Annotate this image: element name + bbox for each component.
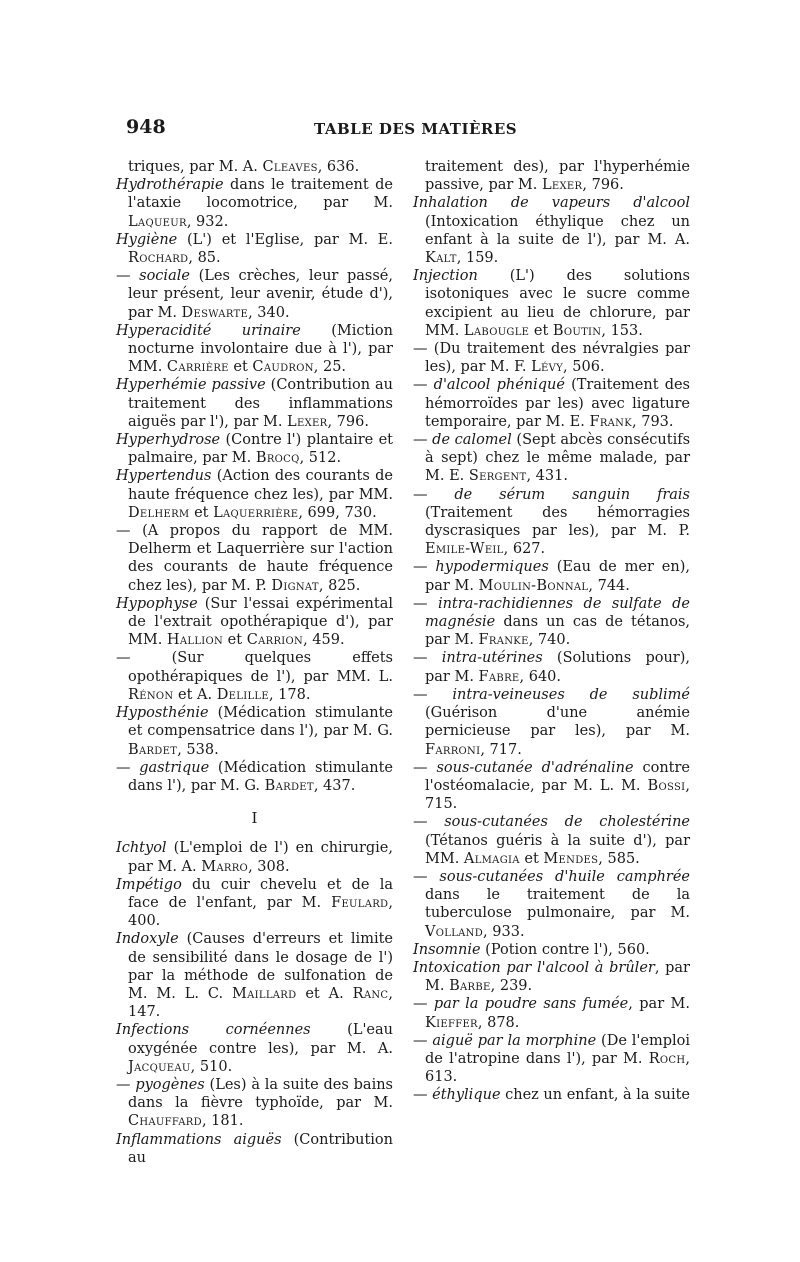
index-entry [116, 376, 393, 431]
entry-text: dans le traitement de l'ataxie locomotrice, par M. [128, 177, 393, 212]
entry-text: — [116, 1076, 136, 1093]
left-column [116, 158, 393, 1167]
entry-text: (Guérison d'une anémie pernicieuse par les), par M. [425, 705, 690, 740]
entry-text: , 437. [313, 777, 356, 794]
entry-text: (Action des courants de haute fréquence chez les), par MM. [128, 468, 393, 503]
entry-term: sous-cutanées d'huile camphrée [439, 868, 690, 885]
index-entry [413, 941, 690, 959]
entry-text: dans le traitement de la tuberculose pulmonaire, par M. [425, 887, 690, 922]
entry-term: Inhalation de vapeurs d'alcool [413, 195, 690, 212]
author-name: Cleaves [262, 159, 318, 175]
entry-term: Injection [413, 268, 478, 285]
author-name: Franke [478, 632, 529, 649]
entry-text: et [189, 504, 214, 521]
author-name: Lévy [531, 359, 564, 376]
entry-text: (L') des solutions isotoniques avec le sucre comme excipient au lieu de chlorure, par MM. [425, 268, 690, 339]
entry-text: — [413, 432, 433, 449]
index-entry [116, 431, 393, 467]
entry-text: — [413, 377, 434, 394]
index-entry [413, 1086, 690, 1104]
author-name: Lexer [541, 177, 583, 194]
author-name: Roch [648, 1050, 686, 1067]
entry-term: sociale [139, 268, 190, 285]
index-entry [413, 759, 690, 814]
author-name: Hallion [166, 632, 224, 649]
author-name: Dignat [271, 577, 319, 594]
entry-text: , 25. [313, 359, 347, 376]
entry-text: — [413, 559, 436, 576]
entry-text: — [116, 268, 140, 285]
entry-term: Hyposthénie [116, 705, 209, 722]
entry-text: , 506. [563, 359, 605, 376]
entry-text: , 878. [477, 1014, 520, 1031]
author-name: Carrière [166, 359, 229, 376]
index-entry [116, 595, 393, 650]
index-entry [116, 176, 393, 231]
index-entry [116, 930, 393, 1021]
author-name: Marro [201, 858, 249, 875]
entry-term: intra-rachidiennes de sulfate de magnésie [425, 595, 691, 631]
author-name: Mendes [543, 850, 599, 867]
entry-term: Hygiène [116, 231, 178, 248]
entry-term: Hyperhémie passive [116, 377, 266, 394]
entry-text: — (Sur quelques effets opothérapiques de l'), par MM. L. [116, 650, 393, 685]
entry-text: (Contre l') plantaire et palmaire, par M. [128, 432, 393, 467]
entry-text: , 613. [425, 1050, 690, 1086]
entry-text: — [413, 868, 440, 885]
index-entry [116, 522, 393, 595]
author-name: Laqueur [128, 213, 187, 230]
entry-text: (Contribution au [128, 1131, 393, 1166]
entry-text: (Sept abcès consécutifs à sept) chez le même malade, par M. E. [425, 432, 691, 485]
entry-text: , 431. [526, 468, 568, 485]
author-name: Jacqueau [128, 1058, 191, 1075]
entry-text: , 585. [598, 850, 640, 867]
entry-text: (L') et l'Eglise, par M. E. [177, 231, 393, 248]
entry-text: , 933. [483, 923, 525, 940]
entry-text: , 636. [317, 159, 360, 175]
entry-text: , 153. [601, 322, 643, 339]
entry-term: aiguë par la morphine [432, 1032, 597, 1049]
entry-text: , 699, 730. [298, 504, 377, 521]
index-entry [413, 1032, 690, 1087]
entry-text: , 740. [528, 632, 571, 649]
index-entry [116, 876, 393, 931]
entry-text: — [413, 814, 445, 831]
author-name: Lexer [287, 413, 328, 430]
entry-term: Hypertendus [116, 468, 212, 485]
entry-text: (De l'emploi de l'atropine dans l'), par M. [425, 1032, 691, 1067]
entry-term: intra-utérines [441, 650, 543, 667]
entry-text: , 510. [190, 1058, 233, 1075]
entry-text: contre l'ostéomalacie, par M. L. M. [425, 759, 691, 794]
entry-term: Ichtyol [116, 840, 167, 857]
entry-text: , 640. [519, 668, 562, 685]
entry-term: Hyperacidité urinaire [116, 322, 301, 339]
entry-text: et [228, 359, 253, 376]
index-entry [413, 267, 690, 340]
entry-text: (Intoxication éthylique chez un enfant à la suite de l'), par M. A. [425, 213, 690, 248]
entry-text: chez un enfant, à la suite [500, 1087, 691, 1104]
index-entry [413, 813, 690, 868]
entry-text: — [413, 650, 442, 667]
entry-text: , 85. [188, 250, 221, 267]
author-name: Bardet [128, 741, 178, 758]
entry-term: Infections cornéennes [116, 1022, 311, 1039]
entry-text: (L'eau oxygénée contre les), par M. A. [128, 1022, 393, 1057]
entry-text: , 932. [186, 213, 229, 230]
author-name: Moulin-Bonnal [478, 577, 589, 594]
entry-text: , 825. [318, 577, 361, 594]
entry-text: , 239. [490, 978, 533, 995]
author-name: Feulard [331, 894, 389, 911]
entry-term: de calomel [432, 432, 512, 449]
entry-text: et [529, 322, 553, 339]
author-name: Delille [216, 686, 269, 703]
entry-text: et A. [296, 985, 353, 1002]
author-name: Sergent [468, 468, 527, 485]
entry-text: — [413, 686, 453, 703]
index-entry [116, 267, 393, 322]
author-name: Emile-Weil [425, 541, 504, 558]
entry-text: , 181. [201, 1113, 244, 1130]
entry-text: (Traitement des hémorroïdes par les) avec ligature temporaire, par M. E. [425, 377, 690, 430]
author-name: Chauffard [128, 1113, 202, 1130]
entry-text: (Sur l'essai expérimental de l'extrait opothérapique d'), par MM. [128, 595, 393, 649]
entry-term: Hyperhydrose [116, 432, 221, 449]
entry-term: par la poudre sans fumée [433, 996, 629, 1013]
entry-text: (Médication stimulante et compensatrice dans l'), par M. G. [128, 705, 393, 740]
entry-text: , par M. [628, 996, 690, 1013]
entry-text: (Tétanos guéris à la suite d'), par MM. [425, 832, 690, 867]
author-name: Kieffer [425, 1014, 478, 1031]
entry-text: et [519, 850, 544, 867]
author-name: Deswarte [181, 304, 249, 321]
entry-text: , 340. [248, 304, 290, 321]
entry-text: (Contribution au traitement des inflammations aiguës par l'), par M. [128, 377, 393, 430]
entry-text: , 538. [177, 741, 219, 758]
entry-text: triques, par M. A. [128, 159, 263, 175]
author-name: Delherm [128, 504, 190, 521]
entry-text: — [413, 1087, 433, 1104]
author-name: Bardet [264, 777, 314, 794]
index-entry [116, 158, 393, 176]
entry-term: pyogènes [135, 1076, 205, 1093]
index-entry [116, 704, 393, 759]
entry-text: — [413, 595, 438, 612]
index-entry [116, 1076, 393, 1131]
author-name: Rénon [128, 686, 174, 703]
entry-text: dans un cas de tétanos, par M. [425, 614, 690, 649]
author-name: Labougle [463, 322, 530, 339]
index-entry [413, 595, 690, 650]
index-entry [413, 868, 690, 941]
right-column [413, 158, 690, 1105]
index-entry [413, 158, 690, 194]
index-entry [116, 1021, 393, 1076]
entry-text: traitement des), par l'hyperhémie passive, par M. [425, 159, 690, 194]
index-entry [413, 340, 690, 376]
entry-term: Impétigo [116, 876, 182, 893]
author-name: Carrion [246, 632, 304, 649]
author-name: Kalt [425, 250, 457, 267]
index-entry [413, 995, 690, 1031]
index-entry [413, 649, 690, 685]
entry-text: , 744. [588, 577, 630, 594]
index-entry [413, 959, 690, 995]
index-entry [413, 486, 690, 559]
entry-term: intra-veineuses de sublimé [452, 686, 690, 703]
author-name: Boutin [552, 322, 602, 339]
author-name: Brocq [255, 450, 300, 467]
entry-text: , 147. [128, 985, 393, 1021]
entry-text: (Miction nocturne involontaire due à l'), par MM. [128, 322, 394, 376]
entry-term: Hydrothérapie [116, 177, 224, 194]
entry-text: — [413, 996, 434, 1013]
entry-term: d'alcool phéniqué [433, 377, 565, 394]
author-name: Bossi [647, 777, 686, 794]
entry-text: , 459. [303, 632, 345, 649]
section-letter: I [251, 809, 258, 828]
entry-text: (Eau de mer en), par M. [425, 559, 690, 594]
entry-text: (Les) à la suite des bains dans la fièvre typhoïde, par M. [128, 1076, 393, 1112]
index-entry [413, 431, 690, 486]
entry-text: (Solutions pour), par M. [425, 650, 690, 685]
entry-term: Indoxyle [116, 931, 179, 948]
entry-text: — (A propos du rapport de MM. Delherm et Laquerrière sur l'action des courants de haute fréquence chez les), par M. P. [116, 523, 393, 594]
entry-text: , 178. [268, 686, 311, 703]
entry-term: Inflammations aiguës [116, 1131, 282, 1148]
index-entry [413, 558, 690, 594]
entry-text: , 159. [456, 250, 499, 267]
index-entry [116, 231, 393, 267]
author-name: Caudron [252, 359, 314, 376]
entry-text: (Médication stimulante dans l'), par M. G. [128, 759, 393, 794]
entry-text: (Les crèches, leur passé, leur présent, leur avenir, étude d'), par M. [128, 268, 393, 321]
index-entry [116, 839, 393, 875]
author-name: Almagia [463, 850, 520, 867]
author-name: Farroni [425, 741, 481, 758]
entry-term: Intoxication par l'alcool à brûler [413, 959, 655, 976]
author-name: Maillard [231, 985, 297, 1002]
entry-text: du cuir chevelu et de la face de l'enfant, par M. [128, 876, 393, 911]
index-entry [413, 376, 690, 431]
entry-term: Insomnie [413, 941, 481, 958]
entry-term: Hypophyse [116, 595, 198, 612]
entry-term: éthylique [432, 1087, 501, 1104]
entry-text: , 796. [582, 177, 624, 194]
entry-text: , 400. [128, 894, 393, 930]
entry-text: , 796. [327, 413, 369, 430]
entry-text: (L'emploi de l') en chirurgie, par M. A. [128, 840, 393, 875]
entry-text: (Causes d'erreurs et limite de sensibilité dans le dosage de l') par la méthode de sulfonation de M. M. L. C. [128, 931, 393, 1002]
index-entry [116, 322, 393, 377]
page-number: 948 [126, 116, 166, 138]
entry-text: — [413, 759, 437, 776]
index-entry [413, 686, 690, 759]
index-entry [413, 194, 690, 267]
author-name: Laquerrière [213, 504, 299, 521]
entry-text: , 512. [299, 450, 342, 467]
entry-text: , par M. [425, 959, 690, 995]
running-head: TABLE DES MATIÈRES [314, 120, 518, 138]
entry-text: (Potion contre l'), 560. [480, 941, 650, 958]
author-name: Ranc [352, 985, 389, 1002]
index-entry [116, 1131, 393, 1167]
entry-text: , 627. [503, 541, 546, 558]
index-entry [116, 467, 393, 522]
entry-term: sous-cutanée d'adrénaline [436, 759, 634, 776]
entry-text: , 308. [248, 858, 290, 875]
author-name: Volland [425, 923, 484, 940]
entry-text: — [413, 486, 455, 503]
index-entry [116, 759, 393, 795]
entry-text: (Traitement des hémorragies dyscrasiques par les), par M. P. [425, 504, 690, 540]
entry-text: , 793. [632, 413, 674, 430]
entry-term: hypodermiques [435, 559, 549, 576]
author-name: Barbe [449, 978, 491, 995]
entry-text: , 715. [425, 777, 690, 813]
entry-text: — (Du traitement des névralgies par les), par M. F. [413, 341, 690, 376]
entry-term: gastrique [139, 759, 210, 776]
author-name: Fabre [478, 668, 520, 685]
entry-text: et A. [173, 686, 217, 703]
author-name: Frank [589, 413, 632, 430]
author-name: Rochard [128, 250, 189, 267]
entry-text: — [413, 1032, 433, 1049]
entry-text: — [116, 759, 140, 776]
entry-text: et [223, 632, 247, 649]
entry-text: , 717. [480, 741, 522, 758]
entry-term: sous-cutanées de cholestérine [444, 814, 690, 831]
entry-term: de sérum sanguin frais [454, 486, 690, 503]
index-entry [116, 649, 393, 704]
